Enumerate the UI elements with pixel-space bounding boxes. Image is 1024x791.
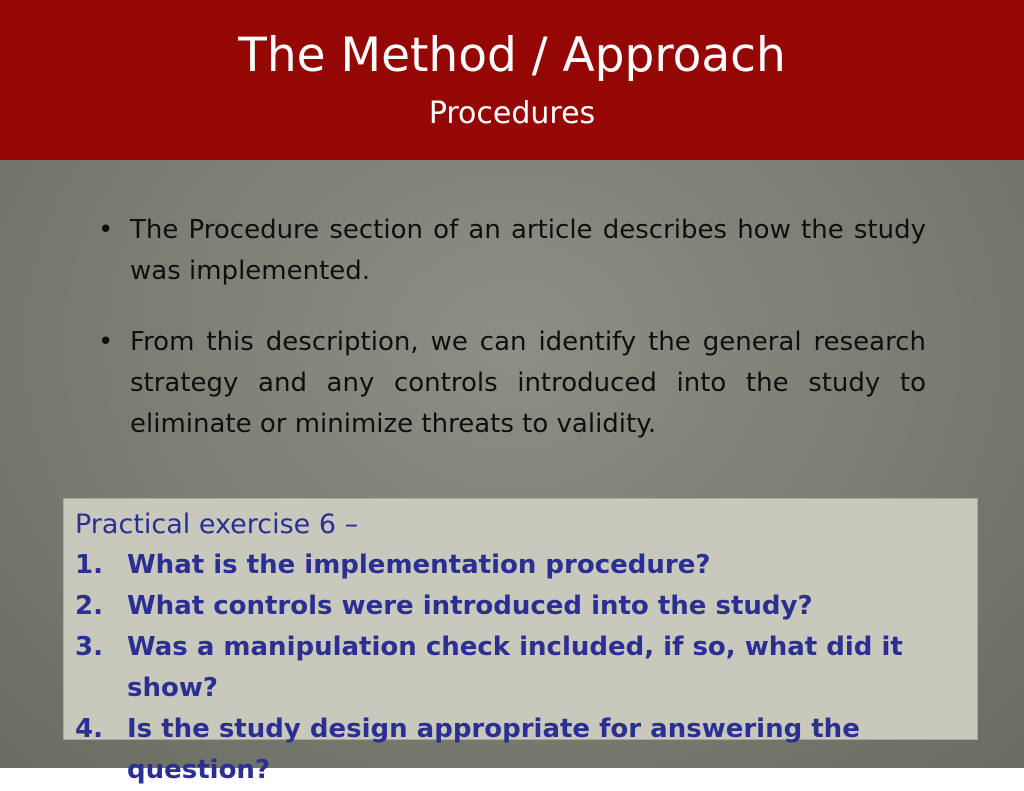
question-text: What is the implementation procedure? xyxy=(127,550,711,580)
bullet-item: • The Procedure section of an article describes how the study was implemented. xyxy=(96,210,926,292)
question-number: 2. xyxy=(75,591,103,621)
question-item xyxy=(75,627,955,709)
exercise-title: Practical exercise 6 – xyxy=(75,509,359,540)
slide-subtitle: Procedures xyxy=(428,96,596,131)
question-number: 1. xyxy=(75,550,103,580)
question-item xyxy=(75,545,955,586)
question-text: Is the study design appropriate for answering the question? xyxy=(127,714,860,785)
question-number: 3. xyxy=(75,632,103,662)
question-text: Was a manipulation check included, if so, what did it show? xyxy=(127,632,903,703)
question-item xyxy=(75,586,955,627)
question-number: 4. xyxy=(75,714,103,744)
question-item xyxy=(75,709,955,791)
bullet-item: • From this description, we can identify the general research strategy and any controls introduced into the study to eliminate or minimize threats to validity. xyxy=(96,322,926,445)
question-text: What controls were introduced into the study? xyxy=(127,591,813,621)
exercise-box xyxy=(63,498,978,785)
title-bar xyxy=(0,0,1024,160)
bullet-list xyxy=(96,210,926,475)
slide-title: The Method / Approach xyxy=(238,28,786,83)
question-list xyxy=(75,545,955,791)
